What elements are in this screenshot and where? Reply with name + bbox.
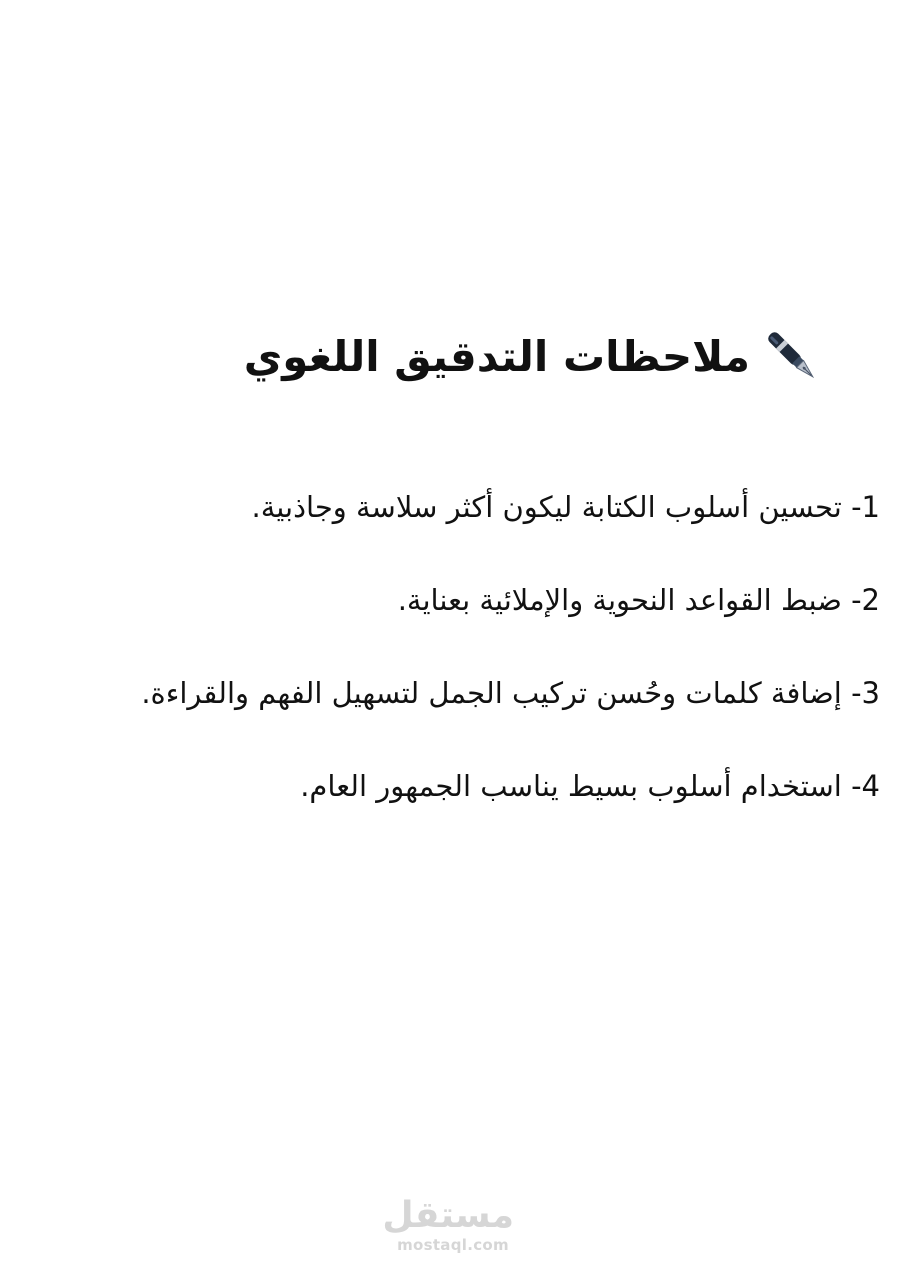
mostaql-watermark [382, 1195, 514, 1254]
watermark-arabic: مستقل [382, 1195, 514, 1236]
title-row [244, 322, 822, 392]
fountain-pen-icon [764, 327, 822, 387]
notes-list [20, 478, 880, 850]
watermark-latin: mostaql.com [397, 1236, 509, 1254]
note-item-1: 1- تحسين أسلوب الكتابة ليكون أكثر سلاسة وجاذبية. [251, 490, 880, 524]
page-title: ملاحظات التدقيق اللغوي [243, 332, 750, 381]
note-item-2: 2- ضبط القواعد النحوية والإملائية بعناية. [397, 583, 880, 617]
note-item-3: 3- إضافة كلمات وحُسن تركيب الجمل لتسهيل الفهم والقراءة. [141, 676, 880, 710]
note-item-4: 4- استخدام أسلوب بسيط يناسب الجمهور العام. [300, 769, 880, 803]
